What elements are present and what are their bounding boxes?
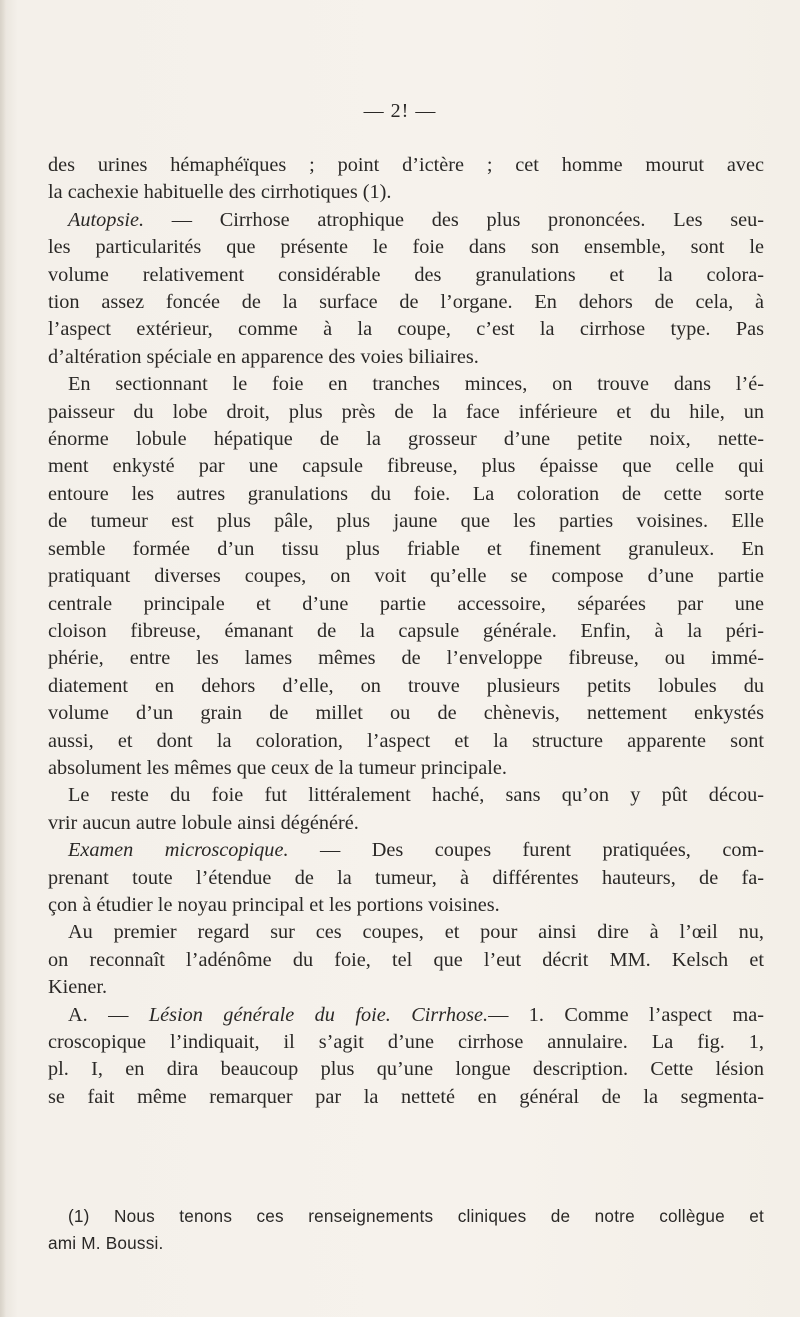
- page-number: — 2! —: [363, 100, 437, 122]
- text-line: entoure les autres granulations du foie. La coloration de cette sorte: [48, 482, 764, 505]
- text-line: [48, 207, 764, 234]
- page-edge-shadow: [0, 0, 6, 1317]
- text-line: diatement en dehors d’elle, on trouve plusieurs petits lobules du: [48, 674, 764, 697]
- text-line: paisseur du lobe droit, plus près de la face inférieure et du hile, un: [48, 400, 764, 423]
- text-line: de tumeur est plus pâle, plus jaune que les parties voisines. Elle: [48, 510, 764, 533]
- text-line: aussi, et dont la coloration, l’aspect et la structure apparente sont: [48, 729, 764, 752]
- text-line: la cachexie habituelle des cirrhotiques (1).: [48, 181, 392, 204]
- text-line: semble formée d’un tissu plus friable et finement granuleux. En: [48, 537, 764, 560]
- text-line: [48, 1002, 764, 1029]
- text-run: — Des coupes furent pratiquées, com-: [288, 839, 765, 862]
- text-line: on reconnaît l’adénôme du foie, tel que l’eut décrit MM. Kelsch et: [48, 948, 764, 971]
- text-run: — 1. Comme l’aspect ma-: [488, 1003, 765, 1026]
- text-run: — Cirrhose atrophique des plus prononcées. Les seu-: [144, 208, 764, 231]
- text-line: En sectionnant le foie en tranches minces, on trouve dans l’é-: [68, 373, 764, 396]
- text-line: croscopique l’indiquait, il s’agit d’une cirrhose annulaire. La fig. 1,: [48, 1031, 764, 1053]
- text-line: phérie, entre les lames mêmes de l’enveloppe fibreuse, ou immé-: [48, 647, 764, 670]
- text-line: pratiquant diverses coupes, on voit qu’elle se compose d’une partie: [48, 565, 764, 588]
- text-line: d’altération spéciale en apparence des voies biliaires.: [48, 345, 479, 368]
- footnote-line: (1) Nous tenons ces renseignements cliniques de notre collègue et: [68, 1206, 764, 1226]
- text-line: ment enkysté par une capsule fibreuse, plus épaisse que celle qui: [48, 455, 764, 478]
- body-text: [48, 152, 764, 1111]
- text-line: [48, 837, 764, 864]
- section-label-autopsie: Autopsie.: [68, 208, 145, 231]
- text-line: énorme lobule hépatique de la grosseur d’une petite noix, nette-: [48, 428, 764, 451]
- text-line: centrale principale et d’une partie accessoire, séparées par une: [48, 592, 764, 615]
- text-line: vrir aucun autre lobule ainsi dégénéré.: [48, 811, 359, 834]
- text-line: les particularités que présente le foie dans son ensemble, sont le: [48, 236, 764, 259]
- text-line: se fait même remarquer par la netteté en général de la segmenta-: [48, 1085, 764, 1108]
- text-line: absolument les mêmes que ceux de la tumeur principale.: [48, 756, 507, 779]
- text-line: pl. I, en dira beaucoup plus qu’une longue description. Cette lésion: [48, 1058, 764, 1081]
- text-run: A. —: [68, 1003, 149, 1026]
- text-line: cloison fibreuse, émanant de la capsule générale. Enfin, à la péri-: [48, 619, 764, 642]
- text-line: tion assez foncée de la surface de l’organe. En dehors de cela, à: [48, 291, 764, 314]
- text-line: l’aspect extérieur, comme à la coupe, c’est la cirrhose type. Pas: [48, 318, 764, 341]
- text-line: des urines hémaphéïques ; point d’ictère ; cet homme mourut avec: [48, 154, 764, 176]
- text-line: prenant toute l’étendue de la tumeur, à différentes hauteurs, de fa-: [48, 866, 764, 889]
- text-line: volume d’un grain de millet ou de chènevis, nettement enkystés: [48, 702, 764, 725]
- text-line: Kiener.: [48, 976, 108, 999]
- footnote: [48, 1203, 764, 1257]
- text-line: çon à étudier le noyau principal et les portions voisines.: [48, 893, 500, 916]
- section-label-lesion: Lésion générale du foie. Cirrhose.: [148, 1003, 489, 1026]
- text-line: Au premier regard sur ces coupes, et pour ainsi dire à l’œil nu,: [68, 921, 764, 944]
- footnote-line: ami M. Boussi.: [48, 1233, 164, 1253]
- section-label-examen: Examen microscopique.: [68, 839, 289, 862]
- text-line: volume relativement considérable des granulations et la colora-: [48, 263, 764, 286]
- text-line: Le reste du foie fut littéralement haché, sans qu’on y pût décou-: [68, 784, 764, 807]
